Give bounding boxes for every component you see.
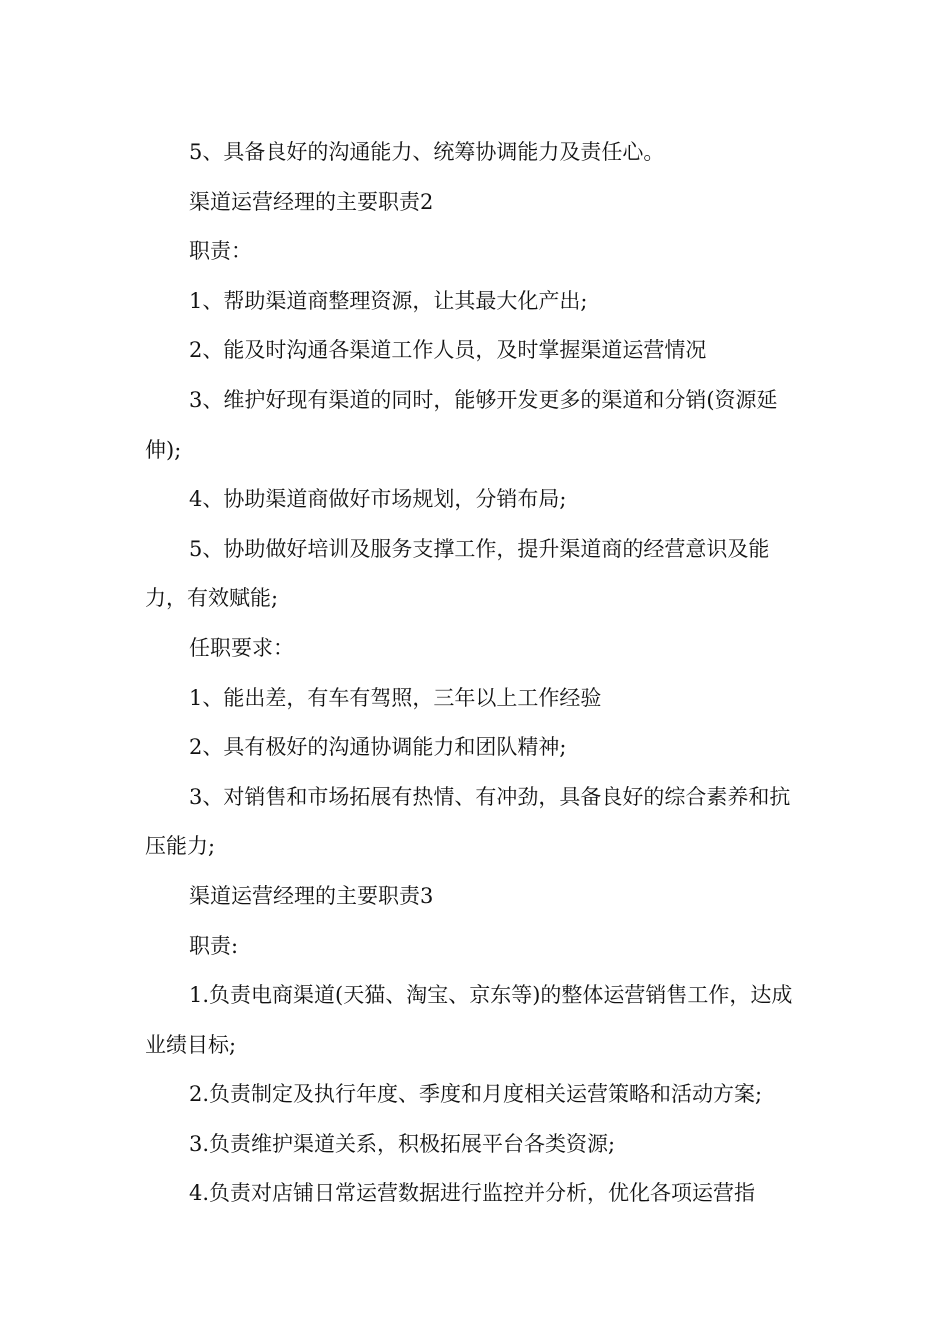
document-body (145, 128, 810, 1219)
paragraph: 5、协助做好培训及服务支撑工作，提升渠道商的经营意识及能力，有效赋能; (145, 536, 770, 611)
paragraph: 任职要求： (189, 635, 294, 660)
paragraph: 3、对销售和市场拓展有热情、有冲劲，具备良好的综合素养和抗压能力; (145, 784, 791, 859)
paragraph: 3.负责维护渠道关系，积极拓展平台各类资源; (189, 1131, 616, 1156)
paragraph: 职责: (189, 933, 239, 958)
section-heading: 渠道运营经理的主要职责3 (189, 883, 434, 908)
paragraph: 1、能出差，有车有驾照，三年以上工作经验 (189, 685, 602, 710)
paragraph: 1.负责电商渠道(天猫、淘宝、京东等)的整体运营销售工作，达成业绩目标; (145, 983, 793, 1057)
paragraph: 3、维护好现有渠道的同时，能够开发更多的渠道和分销(资源延伸); (145, 387, 778, 462)
paragraph: 2、能及时沟通各渠道工作人员，及时掌握渠道运营情况 (189, 338, 707, 363)
paragraph: 4.负责对店铺日常运营数据进行监控并分析，优化各项运营指 (189, 1181, 756, 1206)
paragraph: 4、协助渠道商做好市场规划，分销布局; (189, 487, 567, 512)
section-heading: 渠道运营经理的主要职责2 (189, 189, 434, 214)
paragraph: 5、具备良好的沟通能力、统筹协调能力及责任心。 (189, 140, 665, 164)
paragraph: 2、具有极好的沟通协调能力和团队精神; (189, 735, 567, 760)
paragraph: 2.负责制定及执行年度、季度和月度相关运营策略和活动方案; (189, 1082, 763, 1107)
paragraph: 1、帮助渠道商整理资源，让其最大化产出; (189, 288, 588, 313)
paragraph: 职责： (189, 239, 252, 264)
